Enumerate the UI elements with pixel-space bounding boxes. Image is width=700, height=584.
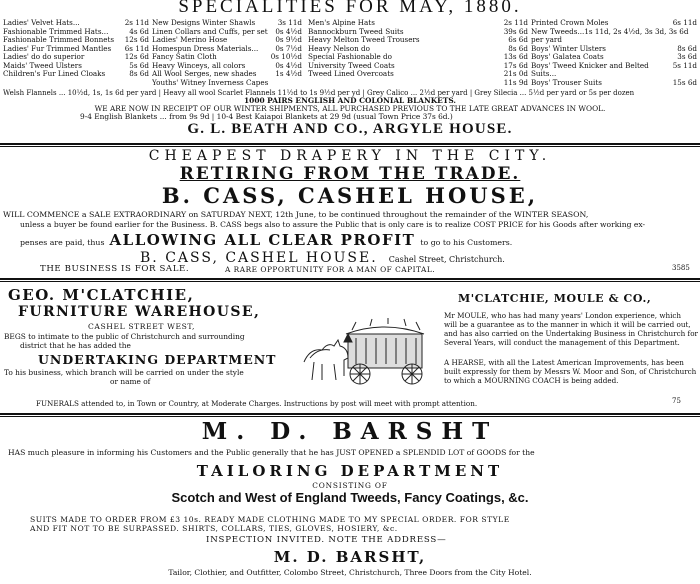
spec-row	[152, 70, 302, 79]
spec-price: 0s 4½d	[275, 60, 302, 70]
spec-row	[531, 79, 697, 88]
spec-price: 3s 6d	[677, 52, 697, 61]
mclatchie-name: GEO. M'CLATCHIE,	[8, 286, 195, 304]
hearse-illustration	[300, 318, 436, 386]
mclatchie-begs-3: To his business, which branch will be carried on under the style	[4, 368, 244, 377]
spec-row	[531, 28, 697, 37]
spec-item: Ladies' Fur Trimmed Mantles	[3, 44, 112, 53]
moule-4: Several Years, will conduct the management of this Department.	[444, 338, 680, 347]
spec-price: 6s 11d	[124, 43, 149, 53]
moule-2: will be a guarantee as to the manner in which it will be carried out,	[444, 320, 691, 329]
barsht-address: Tailor, Clothier, and Outfitter, Colombo Street, Christchurch, Three Doors from the City Hotel.	[168, 568, 532, 577]
spec-item: Printed Crown Moles	[531, 19, 609, 27]
spec-row	[531, 36, 697, 45]
cass-body-1: WILL COMMENCE a SALE EXTRAORDINARY on SATURDAY NEXT, 12th June, to be continued throughout the remainder of the WINTER SEASON,	[3, 210, 589, 219]
receipt-line: WE ARE NOW IN RECEIPT OF OUR WINTER SHIPMENTS, ALL PURCHASED PREVIOUS TO THE LATE GREAT ADVANCES IN WOOL.	[94, 104, 606, 113]
spec-price: 13s 6d	[503, 52, 528, 61]
mclatchie-begs-4: or name of	[110, 377, 151, 386]
spec-item: per yard	[531, 36, 562, 44]
inspection-line: INSPECTION INVITED. NOTE THE ADDRESS—	[206, 535, 447, 545]
cass-signature	[140, 247, 505, 266]
blankets-line: 9-4 English Blankets ... from 9s 9d | 10-4 Best Kaiapoi Blankets at 29 9d (usual Town Price 37s 6d.)	[80, 112, 453, 121]
spec-row	[308, 19, 528, 28]
spec-row	[308, 70, 528, 79]
divider-2	[0, 278, 700, 280]
spec-item: New Designs Winter Shawls	[152, 19, 256, 27]
spec-item: Ladies' Velvet Hats...	[3, 19, 80, 27]
spec-row	[308, 28, 528, 37]
flannels-line: Welsh Flannels ... 10½d, 1s, 1s 6d per yard | Heavy all wool Scarlet Flannels 11½d to 1s 9½d per yd | Grey Calico ... 2½d per yard | Grey Silecia ... 5½d per yard or 5s per dozen	[3, 89, 635, 97]
mclatchie-number: 75	[672, 397, 681, 405]
funerals-line: FUNERALS attended to, in Town or Country, at Moderate Charges. Instructions by post will meet with prompt attention.	[36, 399, 478, 408]
divider-2b	[0, 281, 700, 282]
spec-price: 1s 4½d	[275, 69, 302, 78]
cashel-street-west: CASHEL STREET WEST,	[88, 322, 195, 331]
moule-1: Mr MOULE, who has had many years' London experience, which	[444, 311, 682, 320]
spec-item: Ladies' Merino Hose	[152, 36, 228, 44]
spec-row	[308, 62, 528, 71]
cass-number: 3585	[672, 264, 690, 272]
spec-row	[3, 70, 149, 79]
spec-price: 12s 6d	[124, 35, 149, 44]
spec-item: Fashionable Trimmed Hats...	[3, 27, 109, 36]
spec-price: 0s 4½d	[275, 26, 302, 36]
spec-row	[3, 62, 149, 71]
spec-price: 39s 6d	[503, 26, 528, 36]
spec-item: Heavy Nelson do	[308, 44, 370, 53]
spec-column-4	[531, 19, 697, 87]
cass-body-3-pre: penses are paid, thus	[20, 238, 105, 247]
spec-item: Ladies' do do superior	[3, 53, 85, 61]
spec-row	[3, 53, 149, 62]
spec-price: 5s 11d	[672, 60, 697, 70]
cass-sig-name: B. CASS, CASHEL HOUSE.	[140, 250, 378, 266]
barsht-has: HAS much pleasure in informing his Customers and the Public generally that he has JUST OPENED a SPLENDID LOT of GOODS for the	[8, 448, 535, 457]
spec-price: 8s 6d	[129, 69, 149, 78]
spec-price: 21s 0d	[503, 69, 528, 78]
spec-item: Youths' Witney Inverness Capes	[152, 78, 269, 87]
spec-column-1	[3, 19, 149, 79]
divider-1b	[0, 146, 700, 147]
spec-item: Fashionable Trimmed Bonnets	[3, 36, 115, 44]
spec-item: Special Fashionable do	[308, 53, 392, 61]
business-for-sale: THE BUSINESS IS FOR SALE.	[40, 264, 190, 274]
spec-row	[308, 36, 528, 45]
spec-price: 11s 9d	[503, 77, 528, 87]
spec-item: Tweed Lined Overcoats	[308, 70, 394, 78]
divider-3	[0, 413, 700, 415]
spec-column-2	[152, 19, 302, 87]
spec-item: Men's Alpine Hats	[308, 19, 375, 27]
spec-item: Children's Fur Lined Cloaks	[3, 70, 106, 78]
cass-sig-address: Cashel Street, Christchurch.	[388, 255, 505, 264]
tailoring-department: TAILORING DEPARTMENT	[196, 462, 504, 480]
suits-line-2: AND FIT NOT TO BE SURPASSED. SHIRTS, COLLARS, TIES, GLOVES, HOSIERY, &c.	[30, 524, 398, 533]
spec-row	[308, 45, 528, 54]
spec-item: Fancy Satin Cloth	[152, 53, 217, 61]
allowing-profit: ALLOWING ALL CLEAR PROFIT	[109, 231, 416, 249]
spec-row	[531, 62, 697, 79]
spec-column-3	[308, 19, 528, 87]
spec-price: 6s 6d	[508, 35, 528, 44]
retiring-heading: RETIRING FROM THE TRADE.	[179, 164, 521, 184]
spec-item	[308, 79, 502, 88]
spec-price: 12s 6d	[124, 52, 149, 61]
moule-3: and has also carried on the Undertaking Business in Christchurch for	[444, 329, 698, 338]
spec-item: Boys' Galatea Coats	[531, 53, 604, 61]
spec-price: 17s 6d	[503, 60, 528, 70]
barsht-signature: M. D. BARSHT,	[273, 548, 427, 566]
spec-item: Heavy Melton Tweed Trousers	[308, 36, 420, 44]
spec-price: 2s 11d	[124, 18, 149, 27]
cheapest-heading: CHEAPEST DRAPERY IN THE CITY.	[148, 148, 552, 164]
divider-1	[0, 143, 700, 145]
spec-row	[308, 79, 528, 88]
spec-row	[308, 53, 528, 62]
pairs-line: 1000 PAIRS ENGLISH AND COLONIAL BLANKETS.	[244, 96, 456, 105]
spec-row	[531, 19, 697, 28]
cass-name: B. CASS, CASHEL HOUSE,	[161, 183, 539, 208]
undertaking-department: UNDERTAKING DEPARTMENT	[38, 352, 277, 367]
spec-item: Linen Collars and Cuffs, per set	[152, 27, 268, 36]
spec-item: University Tweed Coats	[308, 61, 395, 70]
mclatchie-begs-1: BEGS to intimate to the public of Christchurch and surrounding	[4, 332, 245, 341]
moule-5: A HEARSE, with all the Latest American Improvements, has been	[444, 358, 684, 367]
spec-item: Boys' Winter Ulsters	[531, 44, 606, 53]
spec-item: Boys' Trouser Suits	[531, 78, 602, 87]
spec-row	[152, 79, 302, 88]
spec-price: 0s 10½d	[270, 52, 302, 61]
barsht-name: M. D. BARSHT	[201, 418, 499, 445]
spec-price: 4s 6d	[129, 26, 149, 36]
spec-price: 2s 11d	[503, 18, 528, 27]
spec-item: Maids' Tweed Ulsters	[3, 61, 82, 70]
spec-item: All Wool Serges, new shades	[152, 70, 257, 78]
moule-7: to which a MOURNING COACH is being added.	[444, 376, 619, 385]
mclatchie-moule-title: M'CLATCHIE, MOULE & CO.,	[458, 292, 652, 305]
spec-price: 3s 11d	[277, 18, 302, 27]
divider-3b	[0, 416, 700, 417]
cass-body-2: unless a buyer be found earlier for the Business. B. CASS begs also to assure the Public that is only care is to realize COST PRICE for his Goods after working ex-	[20, 220, 646, 229]
rare-opportunity: A RARE OPPORTUNITY FOR A MAN OF CAPITAL.	[225, 265, 436, 274]
spec-price: 15s 6d	[672, 77, 697, 87]
mclatchie-begs-2: district that he has added the	[20, 341, 131, 350]
beath-firm-name: G. L. BEATH AND CO., ARGYLE HOUSE.	[187, 121, 513, 137]
spec-price: 0s 9½d	[275, 35, 302, 44]
consisting-of: CONSISTING OF	[312, 481, 388, 490]
spec-item: Boys' Tweed Knicker and Belted Suits...	[531, 61, 649, 78]
furniture-warehouse: FURNITURE WAREHOUSE,	[18, 304, 261, 320]
scotch-tweeds: Scotch and West of England Tweeds, Fancy Coatings, &c.	[171, 490, 529, 505]
spec-price: 6s 11d	[672, 18, 697, 27]
moule-6: built expressly for them by Messrs W. Moor and Son, of Christchurch	[444, 367, 697, 376]
spec-price: 8s 6d	[677, 43, 697, 53]
spec-price: 8s 6d	[508, 43, 528, 53]
spec-price: 5s 6d	[129, 60, 149, 70]
spec-item: Bannockburn Tweed Suits	[308, 27, 404, 36]
suits-line-1: SUITS MADE TO ORDER FROM £3 10s. READY MADE CLOTHING MADE TO MY SPECIAL ORDER. FOR STYLE	[30, 515, 510, 524]
spec-item: New Tweeds...1s 11d, 2s 4½d, 3s 3d, 3s 6d	[531, 27, 689, 36]
spec-item: Heavy Winceys, all colors	[152, 61, 246, 70]
spec-price: 0s 7½d	[275, 43, 302, 53]
spec-row	[531, 45, 697, 54]
spec-item: Homespun Dress Materials...	[152, 44, 259, 53]
specialities-title: SPECIALITIES FOR MAY, 1880.	[178, 0, 522, 17]
spec-row	[3, 19, 149, 28]
cass-body-3-post: to go to his Customers.	[420, 238, 513, 247]
